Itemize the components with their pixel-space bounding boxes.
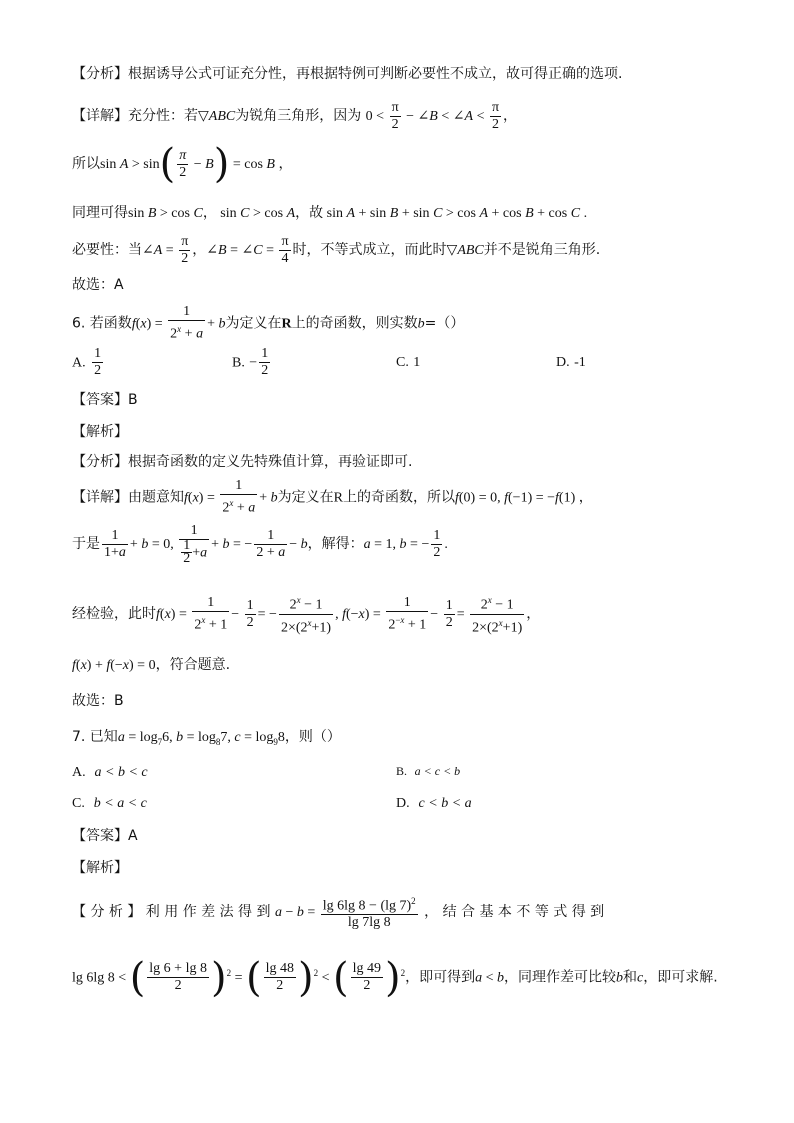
therefore-prefix: 所以 [72,156,100,172]
q7-tail: ，则（） [284,729,341,745]
q6-tail: 上的奇函数，则实数 [291,315,418,332]
necessity-line: 必要性：当∠A = $\frac{\pi}{2}$ ，∠B = ∠C = $\frac{\pi}{4}$ 时，不等式成立，而此时▽ABC并不是锐角三角形. [72,233,601,266]
analysis3-tail: ， 结 合 基 本 不 等 式 得 到 [424,904,605,920]
triangle-label: ▽ABC [198,109,236,124]
q6-option-a: A. $\frac{1}{2}$ [72,346,102,378]
necessity-tail: 时，不等式成立，而此时 [292,242,447,258]
detail2-prefix: 【详解】由题意知 [72,489,184,506]
answer-label-2: 【答案】A [72,828,138,844]
q7-option-b: B. a < c < b [396,764,461,778]
answer-select-a: 故选：A [72,277,124,293]
necessity-prefix: 必要性：当 [72,242,142,258]
last-end: ，即可求解. [643,969,718,986]
conforms-text: ，符合题意. [155,657,231,673]
therefore-line: 所以sin A > sin( $\frac{\pi}{2}$ − B) = cos B ， [72,141,293,187]
detail-mid: 为锐角三角形，因为 [235,108,362,124]
similarly-prefix: 同理可得 [72,205,128,221]
analysis-label-2: 【解析】 [72,860,128,876]
q7-option-a: A. a < b < c [72,765,148,780]
q6-real-set: R [281,316,292,332]
solve-text: ，解得： [307,536,364,552]
q7-option-d: D. c < b < a [396,796,472,811]
answer-select-b: 故选：B [72,693,124,709]
q6-end: =（） [424,315,465,332]
analysis3-prefix: 【 分 析 】 利 用 作 差 法 得 到 [72,904,271,920]
q6-option-b: B. − $\frac{1}{2}$ [232,346,269,378]
similarly-line: 同理可得sin B > cos C， sin C > cos A，故 sin A + sin B + sin C > cos A + cos B + cos C . [72,205,588,221]
inequality-line: lg 6lg 8 < ( $\frac{\lg 6 + \lg 8}{2}$ )$^2$ = ( $\frac{\lg 48}{2}$ )$^2$ < ( $\frac{\lg 49}{2}$ )$^2$，即可得到a < b，同理作差可比较b和c，即可求解. [72,954,718,1001]
last-tail: ，即可得到 [405,969,476,986]
verification-line: 经检验，此时f(x) = $\frac{1}{2^x + 1}$ − $\frac{1}{2}$ = − $\frac{2^x - 1}{2\times(2^x+1)}$ , f(−x) = $\frac{1}{2^{-x} + 1}$ − $\frac{1}{2}$ = $\frac{2^x - 1}{2\times(2^x+1)}$ ， [72,592,540,637]
last-and: 和 [623,969,638,986]
analysis-text-2: 【分析】根据奇函数的定义先特殊值计算，再验证即可. [72,454,413,470]
answer-label-1: 【答案】B [72,392,138,408]
detail-odd-function: 【详解】由题意知f(x) = $\frac{1}{2^x + a}$ + b为定义在R上的奇函数，所以f(0) = 0, f(−1) = −f(1) ， [72,478,593,516]
detail-prefix: 【详解】充分性：若 [72,108,198,124]
analysis-text-1: 【分析】根据诱导公式可证充分性，再根据特例可判断必要性不成立，故可得正确的选项. [72,66,623,82]
detail2-real-set: R [333,490,343,506]
substitution-line: 于是 $\frac{1}{1+a}$ + b = 0, 1 $\frac{1}{2}$ +a + b = − $\frac{1}{2 + a}$ − b，解得：a = 1, b = − $\frac{1}{2}$ . [72,523,448,566]
q6-option-d: D. -1 [556,355,586,370]
q6-prefix: 6. 若函数 [72,315,132,332]
q6-option-c: C. 1 [396,355,421,370]
sum-zero-line: f(x) + f(−x) = 0，符合题意. [72,657,231,673]
detail-sufficiency: 【详解】充分性：若▽ABC为锐角三角形，因为 0 < $\frac{\pi}{2}$ − ∠B < ∠A < $\frac{\pi}{2}$ ， [72,99,518,132]
q7-prefix: 7. 已知 [72,729,118,745]
question-7: 7. 已知$a = \log_76$, $b = \log_87$, $c = \log_98$，则（） [72,729,341,747]
last-tail2: ，同理作差可比较 [504,969,617,986]
yushi-prefix: 于是 [72,536,100,552]
detail2-mid: 为定义在 [277,489,334,506]
analysis-text-3: 【 分 析 】 利 用 作 差 法 得 到 a − b = $\frac{\lg 6\lg 8 - (\lg 7)^2}{\lg 7\lg 8}$ ， 结 合 基 本 不 等 式 得 到 [72,888,722,937]
analysis-label-1: 【解析】 [72,424,128,440]
necessity-end: 并不是锐角三角形. [483,242,601,258]
detail2-tail: 上的奇函数，所以 [343,489,455,506]
q7-option-c: C. b < a < c [72,796,147,811]
question-6: 6. 若函数f(x) = $\frac{1}{2^x + a}$ + b为定义在R上的奇函数，则实数b=（） [72,304,465,342]
q6-mid: 为定义在 [225,315,282,332]
verify-prefix: 经检验，此时 [72,606,156,623]
